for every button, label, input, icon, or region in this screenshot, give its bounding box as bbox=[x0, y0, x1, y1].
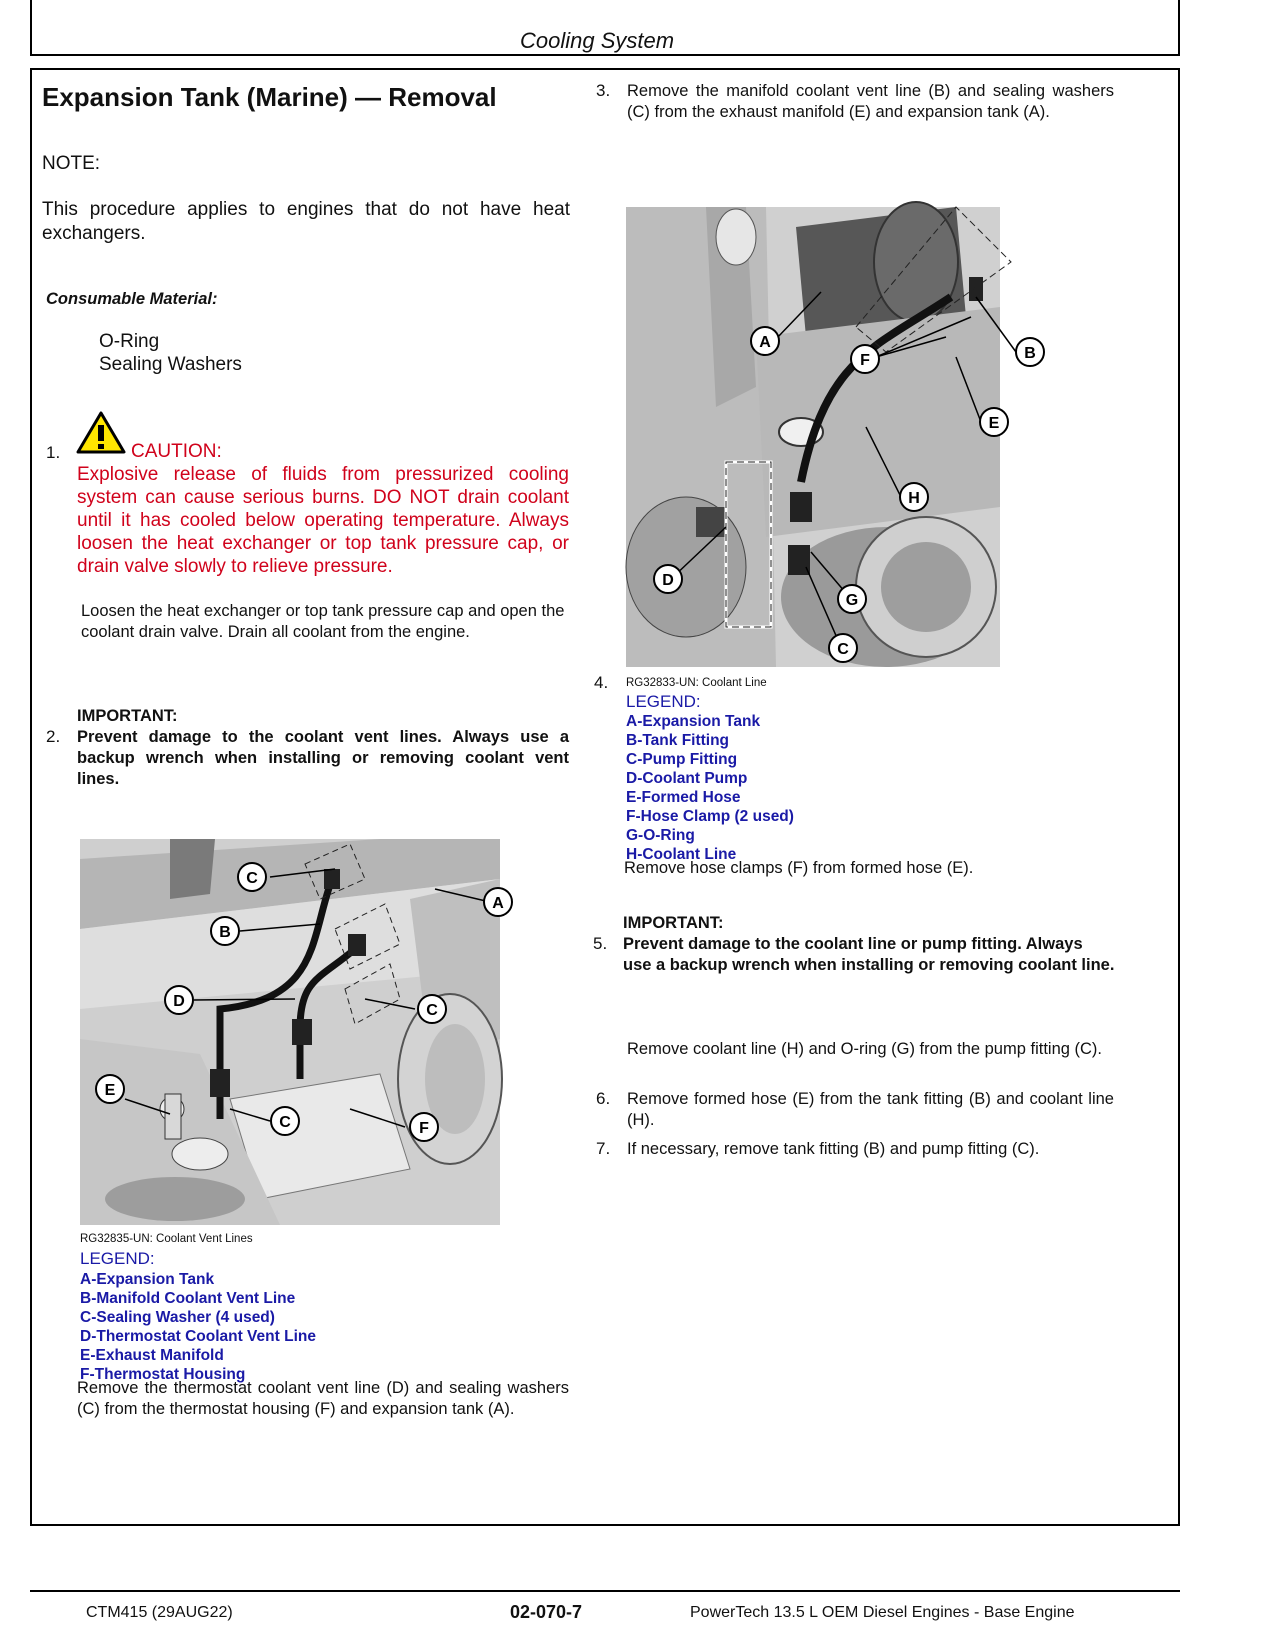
footer-doc-id: CTM415 (29AUG22) bbox=[86, 1604, 233, 1621]
step-number: 2. bbox=[46, 727, 61, 746]
footer-divider bbox=[30, 1590, 1180, 1592]
step1-text: Loosen the heat exchanger or top tank pressure cap and open the coolant drain valve. Drain all coolant from the engine. bbox=[81, 602, 565, 641]
callout-label: E bbox=[988, 415, 1000, 432]
callout-label: D bbox=[173, 993, 185, 1010]
coolant-vent-lines-illustration bbox=[80, 839, 504, 1225]
callout-label: A bbox=[759, 334, 771, 351]
legend-list bbox=[80, 1270, 316, 1384]
legend-item: B-Tank Fitting bbox=[626, 732, 730, 749]
legend-item: F-Thermostat Housing bbox=[80, 1366, 246, 1383]
step-number: 3. bbox=[596, 81, 611, 100]
legend-item: C-Pump Fitting bbox=[626, 751, 738, 768]
legend-item: D-Thermostat Coolant Vent Line bbox=[80, 1328, 316, 1345]
consumable-item: Sealing Washers bbox=[99, 354, 242, 375]
step-number: 1. bbox=[46, 443, 61, 462]
footer-page-number: 02-070-7 bbox=[510, 1602, 583, 1622]
callout-label: C bbox=[837, 641, 849, 658]
note-text: This procedure applies to engines that do not have heat exchangers. bbox=[42, 199, 570, 244]
step2-text: Remove the thermostat coolant vent line (D) and sealing washers (C) from the thermostat housing (F) and expansion tank (A). bbox=[77, 1379, 569, 1418]
callout-label: C bbox=[246, 870, 258, 887]
step6-text: Remove formed hose (E) from the tank fitting (B) and coolant line (H). bbox=[627, 1090, 1114, 1129]
important-text: Prevent damage to the coolant line or pump fitting. Always use a backup wrench when installing or removing coolant line. bbox=[623, 935, 1115, 974]
legend-item: H-Coolant Line bbox=[626, 846, 737, 863]
note-label: NOTE: bbox=[42, 153, 101, 174]
step-number: 5. bbox=[593, 934, 608, 953]
step7-text: If necessary, remove tank fitting (B) and pump fitting (C). bbox=[627, 1140, 1040, 1158]
step-number: 4. bbox=[594, 673, 609, 692]
callout-label: D bbox=[662, 572, 674, 589]
caution-text: Explosive release of fluids from pressurized cooling system can cause serious burns. DO NOT drain coolant until it has cooled below operating temperature. Always loosen the heat exchanger or top tank pressure cap, or drain valve slowly to relieve pressure. bbox=[77, 464, 569, 577]
callout-label: E bbox=[104, 1082, 116, 1099]
callout-label: H bbox=[908, 490, 920, 507]
step5-text: Remove coolant line (H) and O-ring (G) from the pump fitting (C). bbox=[627, 1040, 1102, 1058]
important-label: IMPORTANT: bbox=[77, 707, 178, 725]
step-number: 6. bbox=[596, 1089, 611, 1108]
consumable-label: Consumable Material: bbox=[46, 290, 218, 308]
legend-item: B-Manifold Coolant Vent Line bbox=[80, 1290, 296, 1307]
page-title: Expansion Tank (Marine) — Removal bbox=[42, 82, 497, 112]
important-label: IMPORTANT: bbox=[623, 914, 724, 932]
figure-caption: RG32835-UN: Coolant Vent Lines bbox=[80, 1233, 253, 1245]
legend-label: LEGEND: bbox=[626, 692, 701, 711]
legend-item: A-Expansion Tank bbox=[80, 1271, 215, 1288]
callout-label: C bbox=[279, 1114, 291, 1131]
legend-item: A-Expansion Tank bbox=[626, 713, 761, 730]
callout-label: F bbox=[419, 1120, 429, 1137]
important-text: Prevent damage to the coolant vent lines. Always use a backup wrench when installing or removing coolant vent lines. bbox=[77, 728, 569, 788]
callout-label: G bbox=[845, 592, 859, 609]
legend-item: C-Sealing Washer (4 used) bbox=[80, 1309, 275, 1326]
figure-caption: RG32833-UN: Coolant Line bbox=[626, 677, 767, 689]
step3-text: Remove the manifold coolant vent line (B) and sealing washers (C) from the exhaust manifold (E) and expansion tank (A). bbox=[627, 82, 1114, 121]
callout-label: B bbox=[219, 924, 231, 941]
warning-icon bbox=[76, 410, 126, 454]
legend-label: LEGEND: bbox=[80, 1249, 155, 1268]
legend-item: E-Exhaust Manifold bbox=[80, 1347, 224, 1364]
legend-item: D-Coolant Pump bbox=[626, 770, 748, 787]
coolant-line-illustration bbox=[626, 207, 1036, 667]
callout-label: F bbox=[860, 352, 870, 369]
legend-item: F-Hose Clamp (2 used) bbox=[626, 808, 794, 825]
section-title: Cooling System bbox=[520, 28, 675, 53]
caution-label: CAUTION: bbox=[131, 441, 222, 462]
step4-text: Remove hose clamps (F) from formed hose (E). bbox=[624, 859, 974, 877]
legend-list bbox=[626, 712, 794, 864]
callout-label: B bbox=[1024, 345, 1036, 362]
callout-label: A bbox=[492, 895, 504, 912]
footer-product: PowerTech 13.5 L OEM Diesel Engines - Base Engine bbox=[690, 1604, 1075, 1621]
step-number: 7. bbox=[596, 1139, 611, 1158]
callout-label: C bbox=[426, 1002, 438, 1019]
legend-item: G-O-Ring bbox=[626, 827, 695, 844]
legend-item: E-Formed Hose bbox=[626, 789, 741, 806]
consumable-item: O-Ring bbox=[99, 331, 160, 352]
